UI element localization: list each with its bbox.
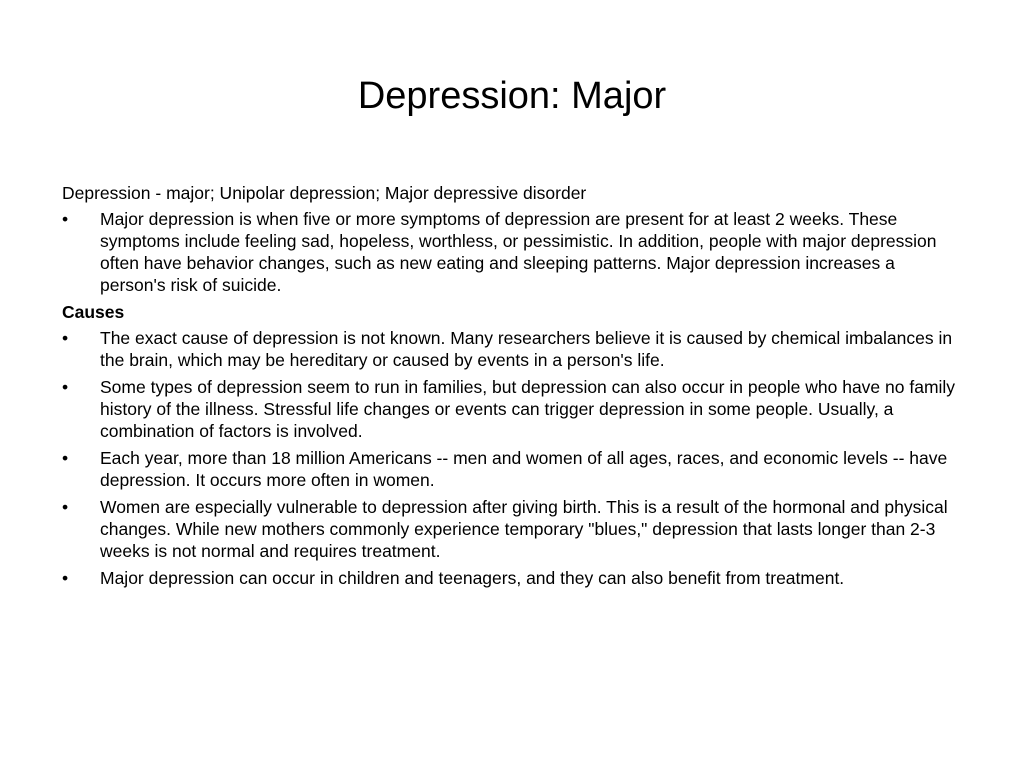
intro-line: Depression - major; Unipolar depression; Major depressive disorder	[62, 183, 587, 203]
bullet-icon: •	[62, 377, 69, 397]
bullet-text: Women are especially vulnerable to depression after giving birth. This is a result of the hormonal and physical changes. While new mothers commonly experience temporary "blues," depression that lasts longer than 2-3 weeks is not normal and requires treatment.	[100, 497, 948, 561]
bullet-icon: •	[62, 448, 69, 468]
slide-body	[62, 182, 962, 594]
bullet-text: Major depression can occur in children and teenagers, and they can also benefit from treatment.	[100, 568, 845, 588]
bullet-text: The exact cause of depression is not known. Many researchers believe it is caused by chemical imbalances in the brain, which may be hereditary or caused by events in a person's life.	[100, 328, 953, 370]
list-item	[62, 567, 962, 589]
causes-heading: Causes	[62, 302, 125, 322]
list-item	[62, 376, 962, 442]
bullet-text: Major depression is when five or more symptoms of depression are present for at least 2 weeks. These symptoms include feeling sad, hopeless, worthless, or pessimistic. In addition, people with major depression often have behavior changes, such as new eating and sleeping patterns. Major depression increases a person's risk of suicide.	[100, 209, 937, 295]
bullet-text: Some types of depression seem to run in families, but depression can also occur in people who have no family history of the illness. Stressful life changes or events can trigger depression in some people. Usually, a combination of factors is involved.	[100, 377, 956, 441]
bullet-icon: •	[62, 497, 69, 517]
bullet-icon: •	[62, 568, 69, 588]
list-item	[62, 447, 962, 491]
causes-bullet-list	[62, 327, 962, 589]
list-item	[62, 208, 962, 296]
list-item	[62, 327, 962, 371]
bullet-icon: •	[62, 328, 69, 348]
slide-title: Depression: Major	[357, 75, 667, 117]
list-item	[62, 496, 962, 562]
intro-bullet-list	[62, 208, 962, 296]
bullet-text: Each year, more than 18 million Americans -- men and women of all ages, races, and economic levels -- have depression. It occurs more often in women.	[100, 448, 948, 490]
bullet-icon: •	[62, 209, 69, 229]
